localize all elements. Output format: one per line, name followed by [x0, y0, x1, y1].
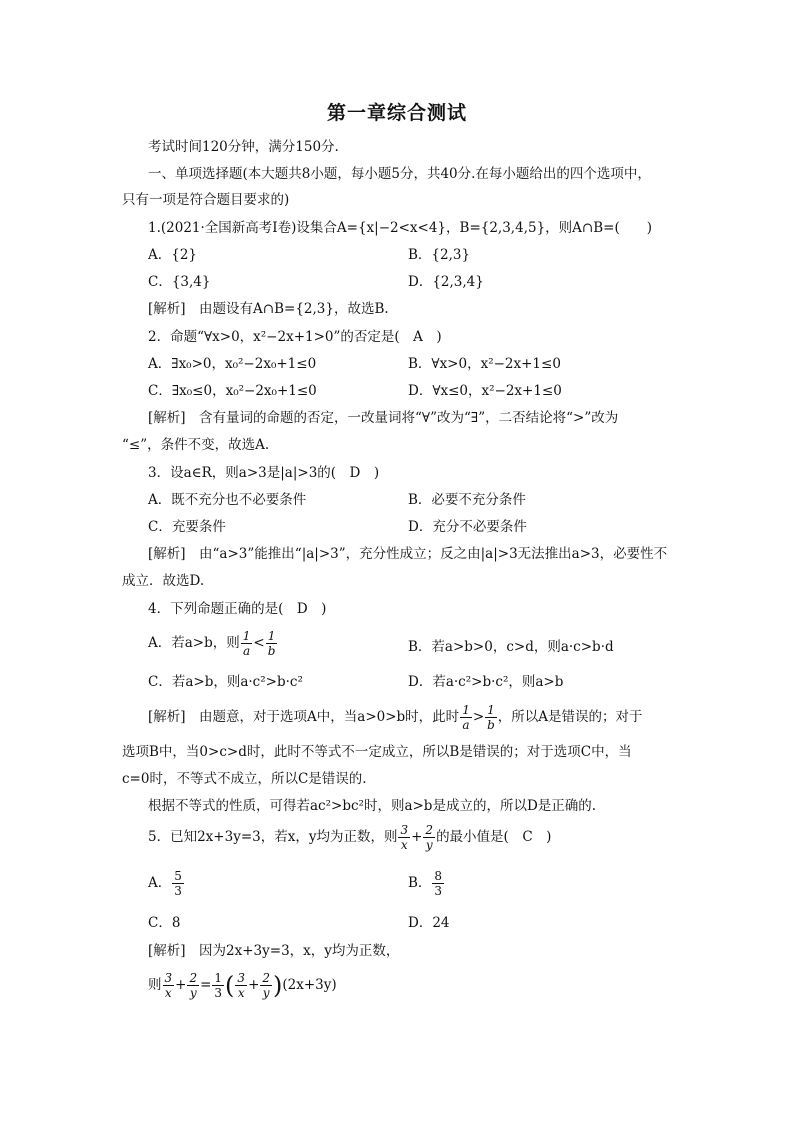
- question-3-option-d: D．充分不必要条件: [408, 519, 527, 535]
- denominator: a: [243, 644, 251, 658]
- denominator: b: [487, 718, 495, 732]
- paren-close: ): [273, 971, 283, 1000]
- question-3-solution-cont: 成立．故选D.: [122, 573, 205, 589]
- question-5-solution: [解析] 因为2x+3y=3，x，y均为正数，: [148, 943, 400, 959]
- fraction-5-over-3: [172, 870, 184, 897]
- denominator: x: [237, 986, 245, 1000]
- numerator: 5: [174, 869, 182, 883]
- question-5-solution-equation: [148, 972, 337, 999]
- numerator: 1: [487, 703, 495, 717]
- denominator: y: [262, 986, 270, 1000]
- denominator: 3: [174, 884, 182, 898]
- numerator: 8: [434, 869, 443, 883]
- plus: +: [175, 977, 187, 993]
- question-2-stem: 2．命题“∀x>0，x²−2x+1>0”的否定是( A ): [148, 329, 442, 345]
- question-2-option-d: D．∀x≤0，x²−2x+1≤0: [408, 383, 562, 399]
- question-4-option-c: C．若a>b，则a·c²>b·c²: [148, 674, 303, 690]
- question-2-solution: [解析] 含有量词的命题的否定，一改量词将“∀”改为“∃”，二否结论将“>”改为: [148, 410, 619, 426]
- fraction-8-over-3: [432, 870, 444, 897]
- section-heading: 一、单项选择题(本大题共8小题，每小题5分，共40分.在每小题给出的四个选项中，: [148, 166, 651, 182]
- question-1-option-a: A．{2}: [148, 247, 198, 263]
- numerator: 3: [164, 971, 173, 985]
- question-3-option-b: B．必要不充分条件: [408, 492, 526, 508]
- question-1-stem: 1.(2021·全国新高考Ⅰ卷)设集合A={x|−2<x<4}，B={2,3,4,5}，则A∩B=( ): [148, 220, 652, 236]
- plus: +: [411, 829, 423, 845]
- question-4-option-d: D．若a·c²>b·c²，则a>b: [408, 674, 564, 690]
- question-3-option-c: C．充要条件: [148, 519, 226, 535]
- equation-text: 则: [148, 977, 162, 993]
- numerator: 2: [425, 823, 434, 837]
- fraction-3-over-x: [235, 972, 247, 999]
- fraction-1-over-a: [460, 704, 472, 731]
- fraction-1-over-b: [485, 704, 497, 731]
- stem-text: 5．已知2x+3y=3，若x，y均为正数，则: [148, 829, 398, 845]
- stem-text: 的最小值是( C ): [436, 829, 552, 845]
- greater-than: >: [472, 709, 485, 725]
- denominator: y: [189, 986, 197, 1000]
- solution-text: [解析] 由题意，对于选项A中，当a>0>b时，此时: [148, 709, 460, 725]
- question-4-solution: [148, 704, 643, 731]
- question-2-option-c: C．∃x₀≤0，x₀²−2x₀+1≤0: [148, 383, 317, 399]
- question-1-option-c: C．{3,4}: [148, 274, 211, 290]
- numerator: 3: [400, 823, 409, 837]
- question-2-solution-cont: “≤”，条件不变，故选A.: [122, 437, 270, 453]
- question-4-option-a: [148, 630, 278, 657]
- fraction-2-over-y: [187, 972, 199, 999]
- numerator: 2: [189, 971, 198, 985]
- numerator: 3: [237, 971, 246, 985]
- plus: +: [248, 977, 260, 993]
- denominator: b: [267, 644, 276, 658]
- fraction-1-over-a: [241, 630, 253, 657]
- question-2-option-a: A．∃x₀>0，x₀²−2x₀+1≤0: [148, 356, 317, 372]
- question-4-solution-line2: 选项B中，当0>c>d时，此时不等式不一定成立，所以B是错误的；对于选项C中，当: [122, 744, 632, 760]
- denominator: y: [425, 838, 433, 852]
- question-5-stem: [148, 824, 551, 851]
- numerator: 1: [214, 971, 223, 985]
- fraction-1-over-b: [266, 630, 278, 657]
- denominator: x: [164, 986, 172, 1000]
- fraction-1-over-3: [212, 972, 224, 999]
- paren-open: (: [225, 971, 235, 1000]
- equals: =: [200, 977, 212, 993]
- numerator: 1: [267, 629, 276, 643]
- option-label: B．: [408, 875, 432, 891]
- question-4-solution-line4: 根据不等式的性质，可得若ac²>bc²时，则a>b是成立的，所以D是正确的.: [148, 798, 597, 814]
- numerator: 1: [462, 703, 470, 717]
- question-5-option-d: D．24: [408, 915, 450, 931]
- question-1-option-d: D．{2,3,4}: [408, 274, 484, 290]
- question-5-option-b: [408, 870, 445, 897]
- exam-info: 考试时间120分钟，满分150分.: [148, 139, 339, 155]
- fraction-3-over-x: [398, 824, 410, 851]
- question-2-option-b: B．∀x>0，x²−2x+1≤0: [408, 356, 561, 372]
- denominator: x: [400, 838, 408, 852]
- question-5-option-c: C．8: [148, 915, 181, 931]
- page-title: 第一章综合测试: [326, 102, 467, 124]
- numerator: 2: [262, 971, 271, 985]
- numerator: 1: [242, 629, 251, 643]
- fraction-2-over-y: [423, 824, 435, 851]
- question-4-option-b: B．若a>b>0，c>d，则a·c>b·d: [408, 639, 614, 655]
- solution-text: ，所以A是错误的；对于: [497, 709, 643, 725]
- option-a-text: A．若a>b，则: [148, 635, 240, 651]
- less-than: <: [253, 635, 265, 651]
- question-4-stem: 4．下列命题正确的是( D ): [148, 601, 327, 617]
- denominator: 3: [214, 986, 223, 1000]
- question-1-option-b: B．{2,3}: [408, 247, 471, 263]
- question-5-option-a: [148, 870, 185, 897]
- question-3-option-a: A．既不充分也不必要条件: [148, 492, 307, 508]
- equation-text: (2x+3y): [282, 977, 337, 993]
- question-3-solution: [解析] 由“a>3”能推出“|a|>3”，充分性成立；反之由|a|>3无法推出a>3，必要性不: [148, 546, 668, 562]
- fraction-3-over-x: [163, 972, 175, 999]
- fraction-2-over-y: [260, 972, 272, 999]
- section-heading-cont: 只有一项是符合题目要求的): [122, 192, 290, 208]
- question-1-solution: [解析] 由题设有A∩B={2,3}，故选B.: [148, 301, 389, 317]
- denominator: a: [462, 718, 470, 732]
- question-4-solution-line3: c=0时，不等式不成立，所以C是错误的.: [122, 771, 367, 787]
- denominator: 3: [434, 884, 443, 898]
- option-label: A．: [148, 875, 172, 891]
- question-3-stem: 3．设a∈R，则a>3是|a|>3的( D ): [148, 465, 380, 481]
